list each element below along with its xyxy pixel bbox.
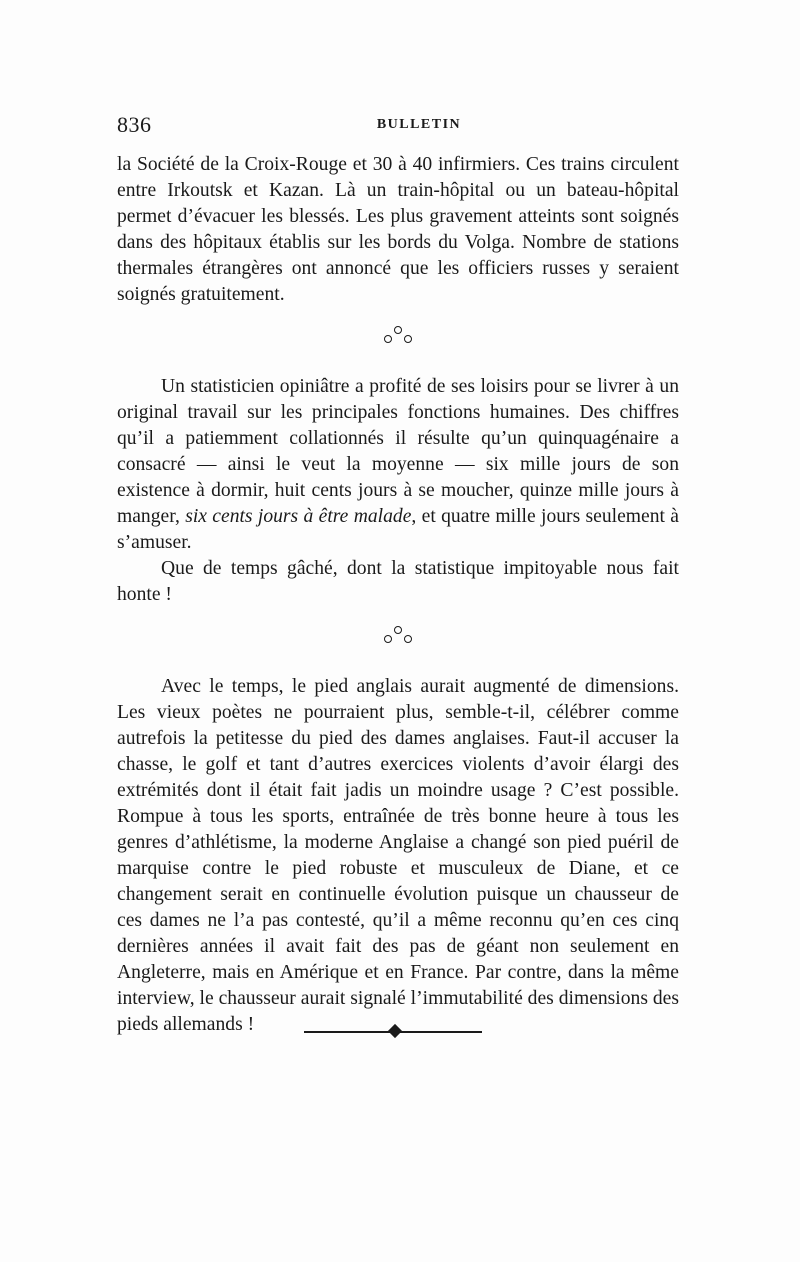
page-header <box>117 112 679 142</box>
paragraph-statistician-italic: six cents jours à être malade <box>185 506 412 527</box>
asterism-icon <box>382 626 414 650</box>
section-break-1 <box>117 308 679 374</box>
paragraph-wasted-time: Que de temps gâché, dont la statistique impitoyable nous fait honte ! <box>117 558 679 605</box>
paragraph-statistician-text-a: Un statisticien opiniâtre a profité de ses loisirs pour se livrer à un original travail sur les principales fonctions humaines. Des chiffres qu’il a patiemment collationnés il résulte qu’un quinquagénaire a consacré — ainsi le veut la moyenne — six mille jours de son existence à dormir, huit cents jours à se moucher, quinze mille jours à manger, <box>117 376 679 527</box>
end-divider-icon <box>304 1025 482 1039</box>
paragraph-statistician-text-b: , et quatre mille jours seulement à s’amuser. <box>117 506 679 553</box>
paragraph-english-foot: Avec le temps, le pied anglais aurait augmenté de dimensions. Les vieux poètes ne pourraient plus, semble-t-il, célébrer comme autrefois la petitesse du pied des dames anglaises. Faut-il accuser la chasse, le golf et tant d’autres exercices violents d’avoir élargi des extrémités dont il était fait jadis un moindre usage ? C’est possible. Rompue à tous les sports, entraînée de très bonne heure à tous les genres d’athlétisme, la moderne Anglaise a changé son pied puéril de marquise contre le pied robuste et musculeux de Diane, et ce changement serait en continuelle évolution puisque un chausseur de ces dames ne l’a pas contesté, qu’il a même reconnu qu’en ces cinq dernières années il avait fait des pas de géant non seulement en Angleterre, mais en Amérique et en France. Par contre, dans la même interview, le chausseur aurait signalé l’immutabilité des dimensions des pieds allemands ! <box>117 676 679 1035</box>
page-number: 836 <box>117 112 152 137</box>
article-body <box>117 152 679 1038</box>
section-break-2 <box>117 608 679 674</box>
asterism-icon <box>382 326 414 350</box>
running-title: BULLETIN <box>376 117 462 132</box>
paragraph-red-cross-trains: la Société de la Croix-Rouge et 30 à 40 infirmiers. Ces trains circulent entre Irkoutsk et Kazan. Là un train-hôpital ou un bateau-hôpital permet d’évacuer les blessés. Les plus gravement atteints sont soignés dans des hôpitaux établis sur les bords du Volga. Nombre de stations thermales étrangères ont annoncé que les officiers russes y seraient soignés gratuitement. <box>117 154 679 305</box>
diamond-icon <box>388 1024 402 1038</box>
paragraph-statistician <box>117 374 679 556</box>
